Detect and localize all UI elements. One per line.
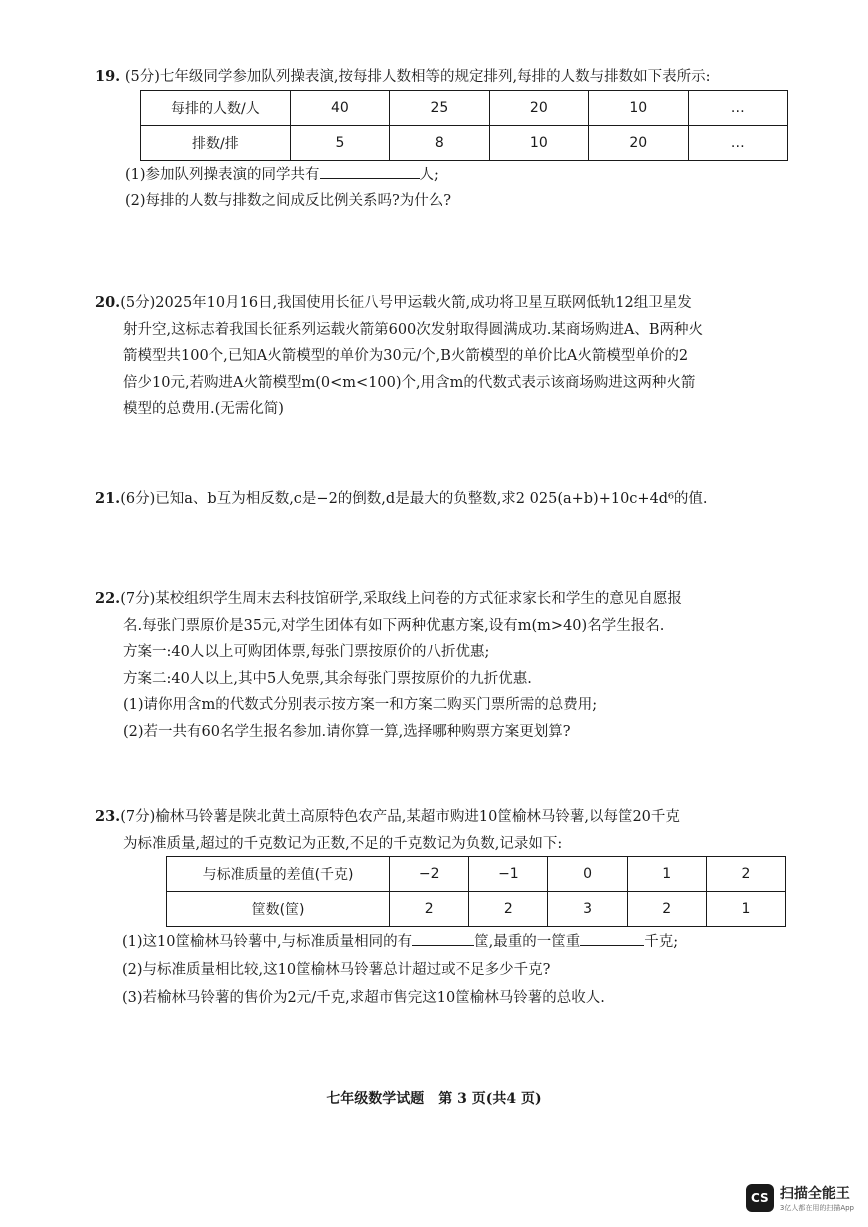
q22-part1: (1)请你用含m的代数式分别表示按方案一和方案二购买门票所需的总费用;	[123, 697, 598, 713]
question-21	[95, 486, 815, 512]
question-20	[95, 290, 815, 423]
table-cell: 25	[390, 91, 489, 126]
table-cell: …	[688, 91, 788, 126]
q23-parts	[122, 928, 842, 1012]
question-22	[95, 586, 815, 745]
q22-line2: 名.每张门票原价是35元,对学生团体有如下两种优惠方案,设有m(m>40)名学生报名.	[123, 617, 665, 634]
q20-line1: (5分)2025年10月16日,我国使用长征八号甲运载火箭,成功将卫星互联网低轨12组卫星发	[120, 295, 692, 311]
table-cell: 10	[489, 126, 588, 161]
q22-part2: (2)若一共有60名学生报名参加.请你算一算,选择哪种购票方案更划算?	[123, 723, 571, 740]
table-row	[141, 126, 788, 161]
q19-part1-text: (1)参加队列操表演的同学共有	[125, 167, 320, 183]
camscanner-logo-icon: CS	[746, 1184, 774, 1212]
question-19	[95, 64, 815, 90]
scanner-watermark	[746, 1183, 854, 1213]
table-cell: 40	[290, 91, 389, 126]
q19-part1	[125, 162, 845, 188]
table-cell: 筐数(筐)	[167, 892, 390, 927]
table-cell: 1	[627, 857, 706, 892]
table-cell: 20	[489, 91, 588, 126]
answer-blank	[412, 929, 474, 946]
q23-part2: (2)与标准质量相比较,这10筐榆林马铃薯总计超过或不足多少千克?	[122, 962, 551, 978]
question-23	[95, 804, 815, 857]
q23-part1-unit: 千克;	[644, 934, 679, 950]
q22-plan2: 方案二:40人以上,其中5人免票,其余每张门票按原价的九折优惠.	[123, 670, 532, 687]
q19-table	[140, 90, 788, 161]
q20-number: 20.	[95, 294, 121, 311]
page-footer: 七年级数学试题 第 3 页(共4 页)	[326, 1091, 542, 1107]
table-cell: 3	[548, 892, 627, 927]
table-row	[167, 857, 786, 892]
table-cell: −1	[469, 857, 548, 892]
table-row	[167, 892, 786, 927]
table-cell: 10	[589, 91, 688, 126]
q23-part1-mid: 筐,最重的一筐重	[474, 934, 581, 950]
q21-text: (6分)已知a、b互为相反数,c是−2的倒数,d是最大的负整数,求2 025(a+b)+10c+4d⁶的值.	[120, 491, 708, 507]
watermark-text	[780, 1183, 854, 1213]
table-cell: 2	[627, 892, 706, 927]
q23-line2: 为标准质量,超过的千克数记为正数,不足的千克数记为负数,记录如下:	[123, 835, 563, 852]
table-cell: 2	[706, 857, 785, 892]
table-cell: −2	[390, 857, 469, 892]
table-cell: 1	[706, 892, 785, 927]
q21-number: 21.	[95, 490, 121, 507]
q19-line	[95, 64, 815, 90]
table-cell: 与标准质量的差值(千克)	[167, 857, 390, 892]
q22-plan1: 方案一:40人以上可购团体票,每张门票按原价的八折优惠;	[123, 644, 490, 660]
q20-line3: 箭模型共100个,已知A火箭模型的单价为30元/个,B火箭模型的单价比A火箭模型单价的2	[123, 348, 689, 364]
q23-table	[166, 856, 786, 927]
table-cell: …	[688, 126, 788, 161]
table-cell: 每排的人数/人	[141, 91, 291, 126]
q23-part1-text: (1)这10筐榆林马铃薯中,与标准质量相同的有	[122, 934, 413, 950]
q19-text: (5分)七年级同学参加队列操表演,按每排人数相等的规定排列,每排的人数与排数如下表所示:	[124, 69, 711, 85]
q23-number: 23.	[95, 808, 121, 825]
table-cell: 0	[548, 857, 627, 892]
watermark-sub: 3亿人都在用的扫描App	[779, 1204, 854, 1212]
q19-part1-unit: 人;	[419, 167, 439, 183]
watermark-brand: 扫描全能王	[779, 1186, 850, 1202]
q20-line5: 模型的总费用.(无需化简)	[123, 401, 284, 417]
table-cell: 2	[390, 892, 469, 927]
table-cell: 20	[589, 126, 688, 161]
q23-line1: (7分)榆林马铃薯是陕北黄土高原特色农产品,某超市购进10筐榆林马铃薯,以每筐20千克	[120, 809, 680, 825]
q23-part3: (3)若榆林马铃薯的售价为2元/千克,求超市售完这10筐榆林马铃薯的总收人.	[122, 990, 605, 1006]
table-row	[141, 91, 788, 126]
table-cell: 8	[390, 126, 489, 161]
table-cell: 2	[469, 892, 548, 927]
q20-line2: 射升空,这标志着我国长征系列运载火箭第600次发射取得圆满成功.某商场购进A、B两种火	[123, 321, 704, 338]
q23-part1	[122, 928, 842, 956]
q19-number: 19.	[95, 68, 121, 85]
q22-number: 22.	[95, 590, 121, 607]
q19-part2: (2)每排的人数与排数之间成反比例关系吗?为什么?	[125, 193, 452, 209]
table-cell: 排数/排	[141, 126, 291, 161]
answer-blank	[580, 929, 644, 946]
table-cell: 5	[290, 126, 389, 161]
q20-line4: 倍少10元,若购进A火箭模型m(0<m<100)个,用含m的代数式表示该商场购进这两种火箭	[123, 374, 696, 391]
q19-parts	[125, 162, 845, 214]
answer-blank	[320, 162, 420, 179]
q22-line1: (7分)某校组织学生周末去科技馆研学,采取线上问卷的方式征求家长和学生的意见自愿报	[120, 591, 682, 607]
